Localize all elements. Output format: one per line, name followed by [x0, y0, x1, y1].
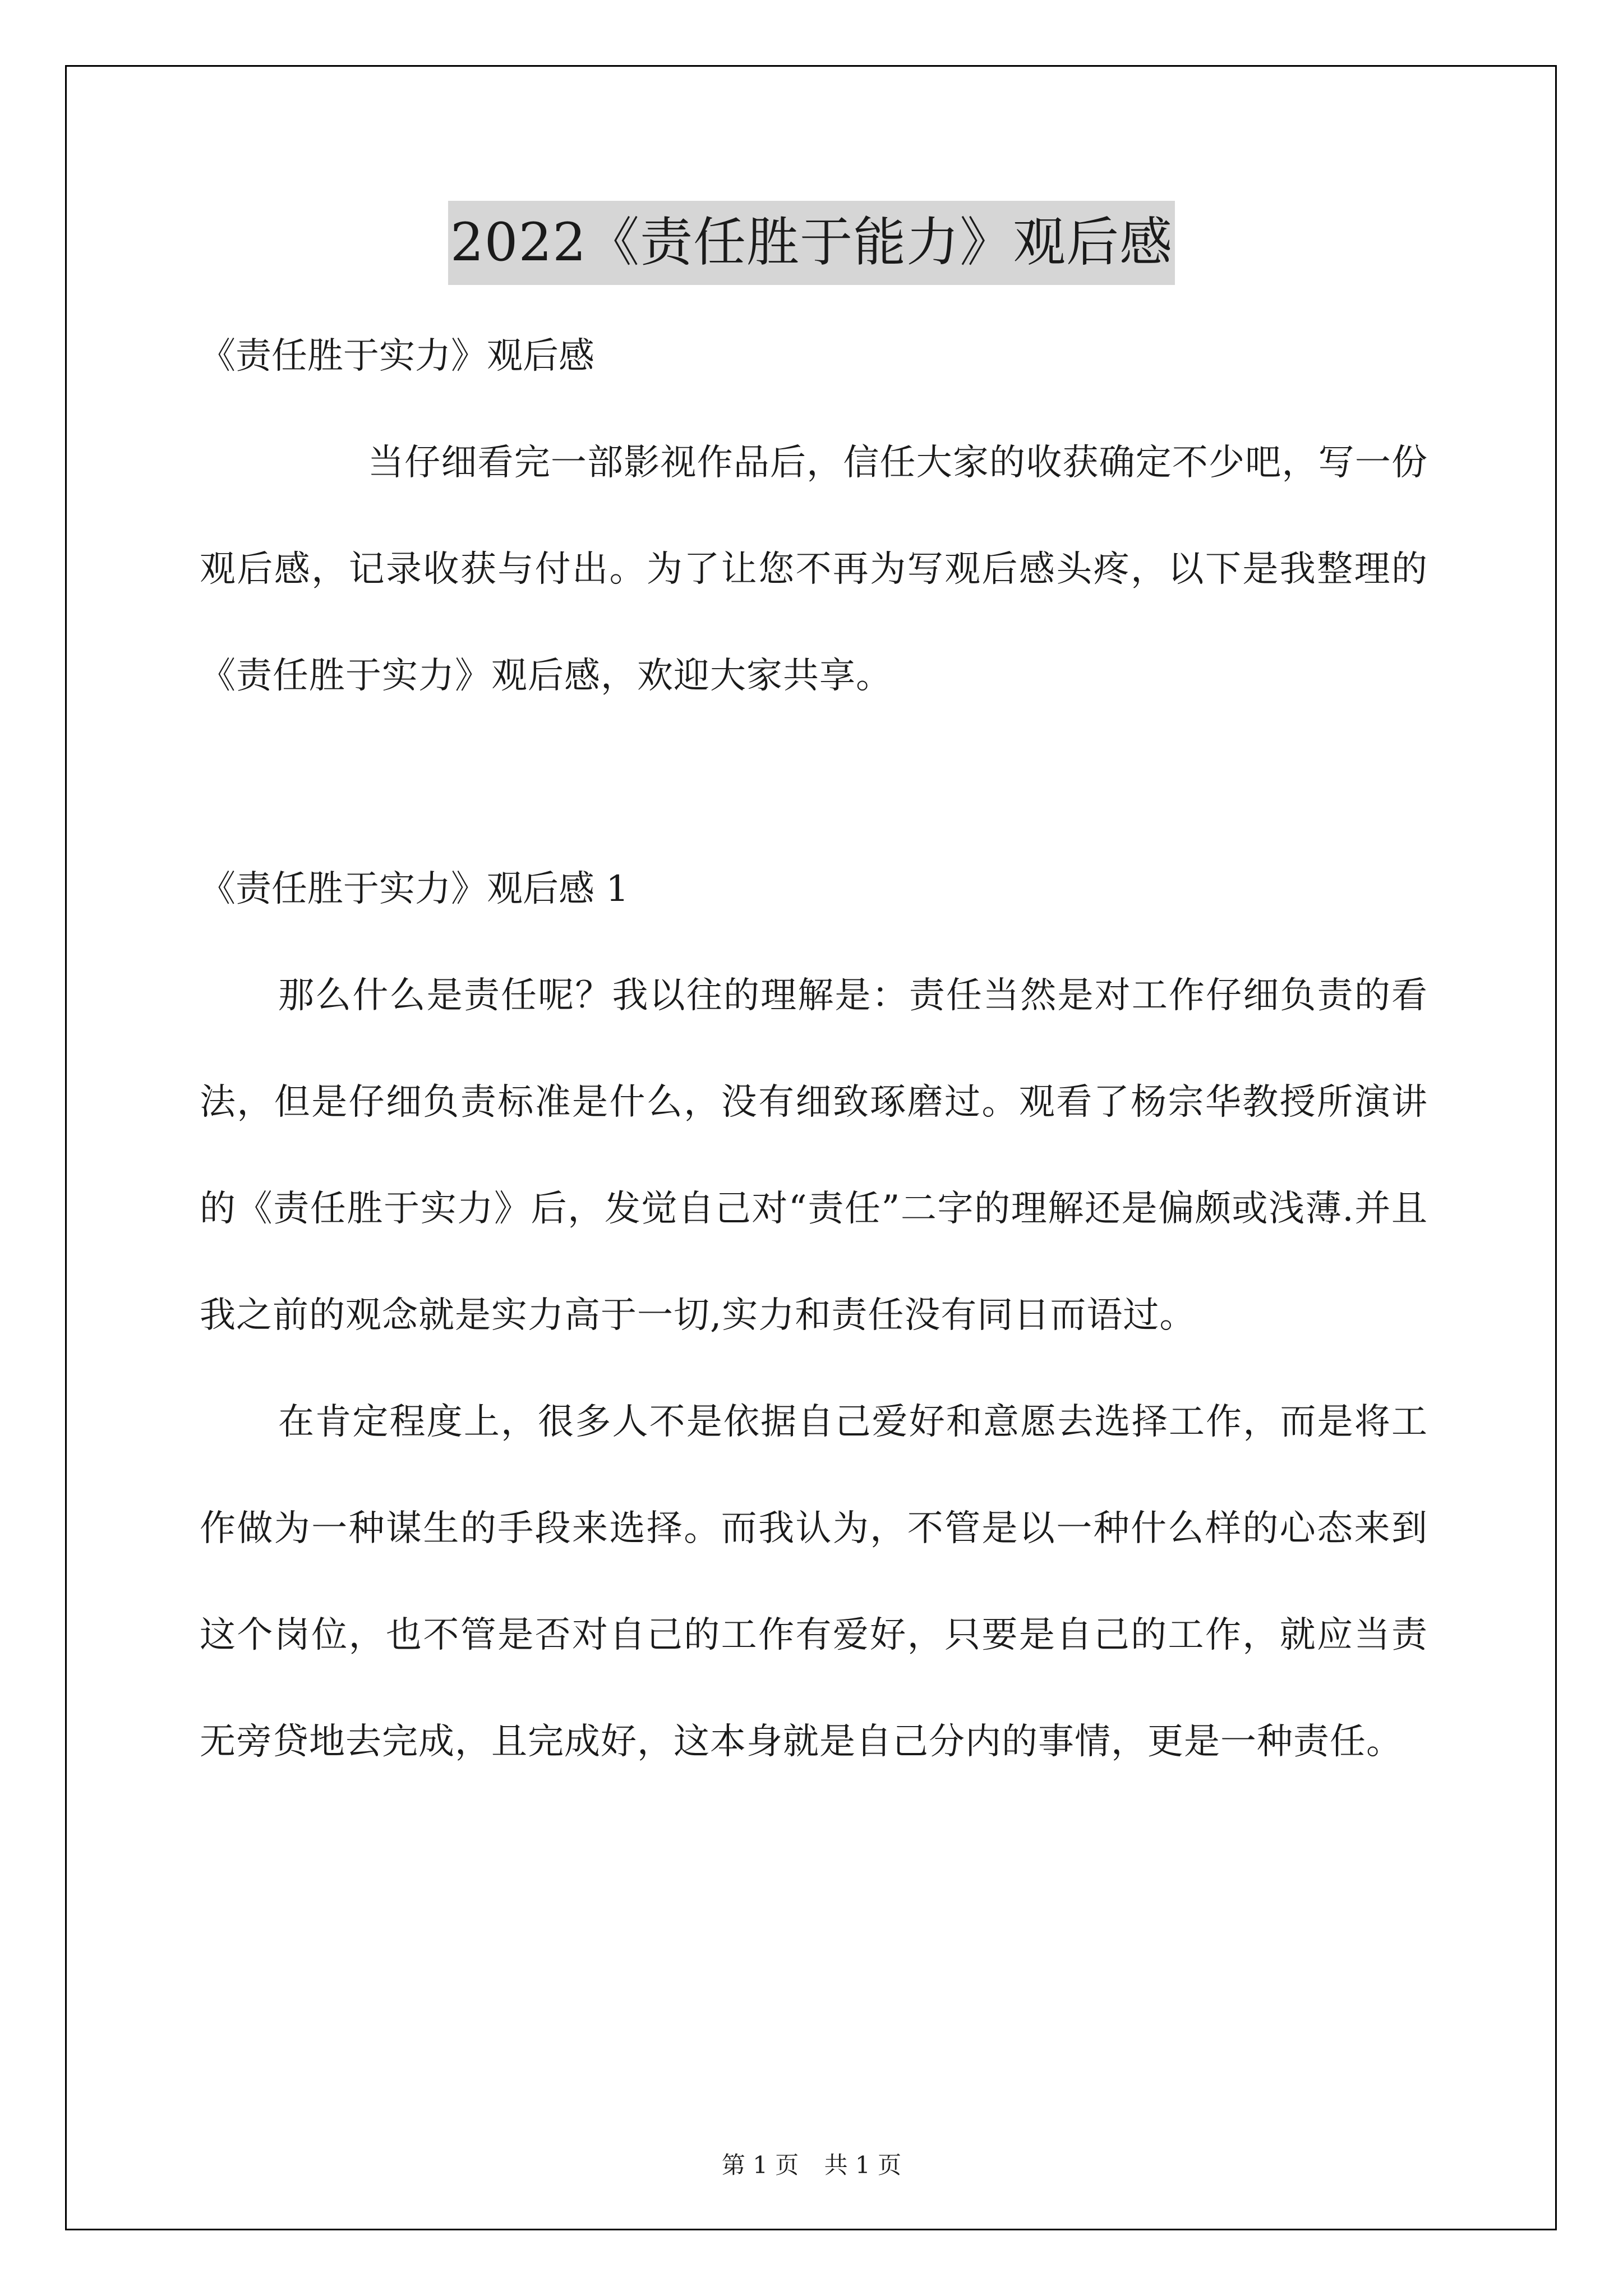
title-container [0, 201, 1623, 285]
section-heading: 《责任胜于实力》观后感 1 [200, 868, 629, 910]
paragraph-gap [200, 729, 1428, 836]
document-body [200, 303, 1428, 1795]
page-total: 共 1 页 [824, 2151, 902, 2179]
document-subtitle: 《责任胜于实力》观后感 [200, 335, 594, 377]
body-paragraph-1: 那么什么是责任呢？我以往的理解是：责任当然是对工作仔细负责的看法，但是仔细负责标准是什么，没有细致琢磨过。观看了杨宗华教授所演讲的《责任胜于实力》后，发觉自己对“责任”二字的理解还是偏颇或浅薄.并且我之前的观念就是实力高于一切,实力和责任没有同日而语过。 [200, 975, 1428, 1336]
page-number: 第 1 页 [721, 2151, 799, 2179]
body-paragraph-2: 在肯定程度上，很多人不是依据自己爱好和意愿去选择工作，而是将工作做为一种谋生的手段来选择。而我认为，不管是以一种什么样的心态来到这个岗位，也不管是否对自己的工作有爱好，只要是自己的工作，就应当责无旁贷地去完成，且完成好，这本身就是自己分内的事情，更是一种责任。 [200, 1401, 1428, 1763]
page-footer [0, 2148, 1623, 2182]
document-title: 2022《责任胜于能力》观后感 [448, 201, 1175, 285]
intro-paragraph: 当仔细看完一部影视作品后，信任大家的收获确定不少吧，写一份观后感，记录收获与付出。为了让您不再为写观后感头疼，以下是我整理的《责任胜于实力》观后感，欢迎大家共享。 [200, 442, 1428, 697]
